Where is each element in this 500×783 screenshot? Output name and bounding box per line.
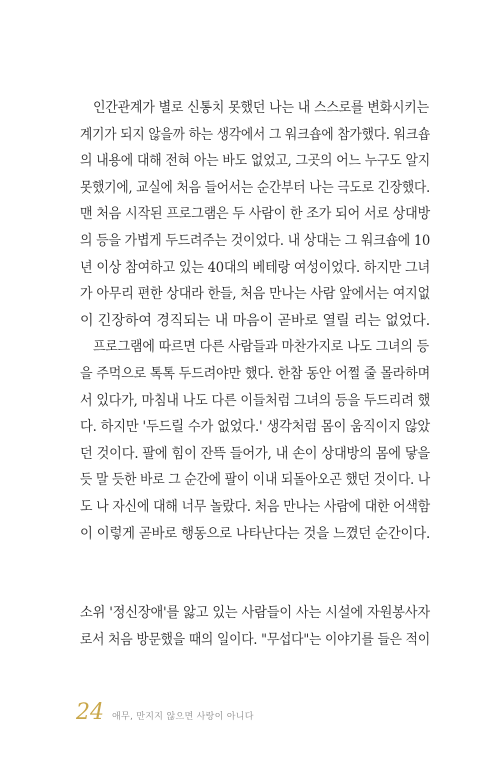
text-line: 도 나 자신에 대해 너무 놀랐다. 처음 만나는 사람에 대한 어색함 — [80, 498, 431, 515]
text-line: 듯 말 듯한 바로 그 순간에 팔이 이내 되돌아오곤 했던 것이다. 나 — [80, 472, 431, 489]
text-line: 던 것이다. 팔에 힘이 잔뜩 들어가, 내 손이 상대방의 몸에 닿을 — [80, 445, 431, 462]
text-line: 가 아무리 편한 상대라 한들, 처음 만나는 사람 앞에서는 여지없 — [80, 286, 430, 303]
paragraph-1 — [80, 95, 430, 334]
page-footer — [76, 700, 254, 724]
text-line: 의 내용에 대해 전혀 아는 바도 없었고, 그곳의 어느 누구도 알지 — [80, 153, 431, 170]
body-text-continued — [80, 600, 430, 653]
text-line: 을 주먹으로 톡톡 두드려야만 했다. 한참 동안 어쩔 줄 몰라하며 — [80, 365, 430, 382]
paragraph-3 — [80, 600, 430, 653]
text-line: 로서 처음 방문했을 때의 일이다. "무섭다"는 이야기를 들은 적이 — [80, 631, 430, 648]
text-line: 이 긴장하여 경직되는 내 마음이 곧바로 열릴 리는 없었다. — [80, 312, 431, 329]
text-line: 년 이상 참여하고 있는 40대의 베테랑 여성이었다. 하지만 그녀 — [80, 259, 430, 276]
body-text — [80, 95, 430, 547]
text-line: 소위 '정신장애'를 앓고 있는 사람들이 사는 시설에 자원봉사자 — [80, 605, 430, 621]
text-line: 다. 하지만 '두드릴 수가 없었다.' 생각처럼 몸이 움직이지 않았 — [80, 419, 430, 436]
text-line: 이 이렇게 곧바로 행동으로 나타난다는 것을 느꼈던 순간이다. — [80, 525, 431, 542]
text-line: 맨 처음 시작된 프로그램은 두 사람이 한 조가 되어 서로 상대방 — [80, 206, 430, 223]
text-line: 못했기에, 교실에 처음 들어서는 순간부터 나는 극도로 긴장했다. — [80, 179, 430, 196]
text-line: 프로그램에 따르면 다른 사람들과 마찬가지로 나도 그녀의 등 — [92, 339, 429, 356]
running-title: 애무, 만지지 않으면 사랑이 아니다 — [112, 712, 254, 722]
paragraph-2 — [80, 334, 430, 547]
page-number: 24 — [76, 700, 104, 725]
text-line: 계기가 되지 않을까 하는 생각에서 그 워크숍에 참가했다. 워크숍 — [80, 126, 430, 143]
text-line: 인간관계가 별로 신통치 못했던 나는 내 스스로를 변화시키는 — [92, 100, 429, 116]
text-line: 서 있다가, 마침내 나도 다른 이들처럼 그녀의 등을 두드리려 했 — [80, 392, 430, 409]
text-line: 의 등을 가볍게 두드려주는 것이었다. 내 상대는 그 워크숍에 10 — [80, 232, 431, 249]
